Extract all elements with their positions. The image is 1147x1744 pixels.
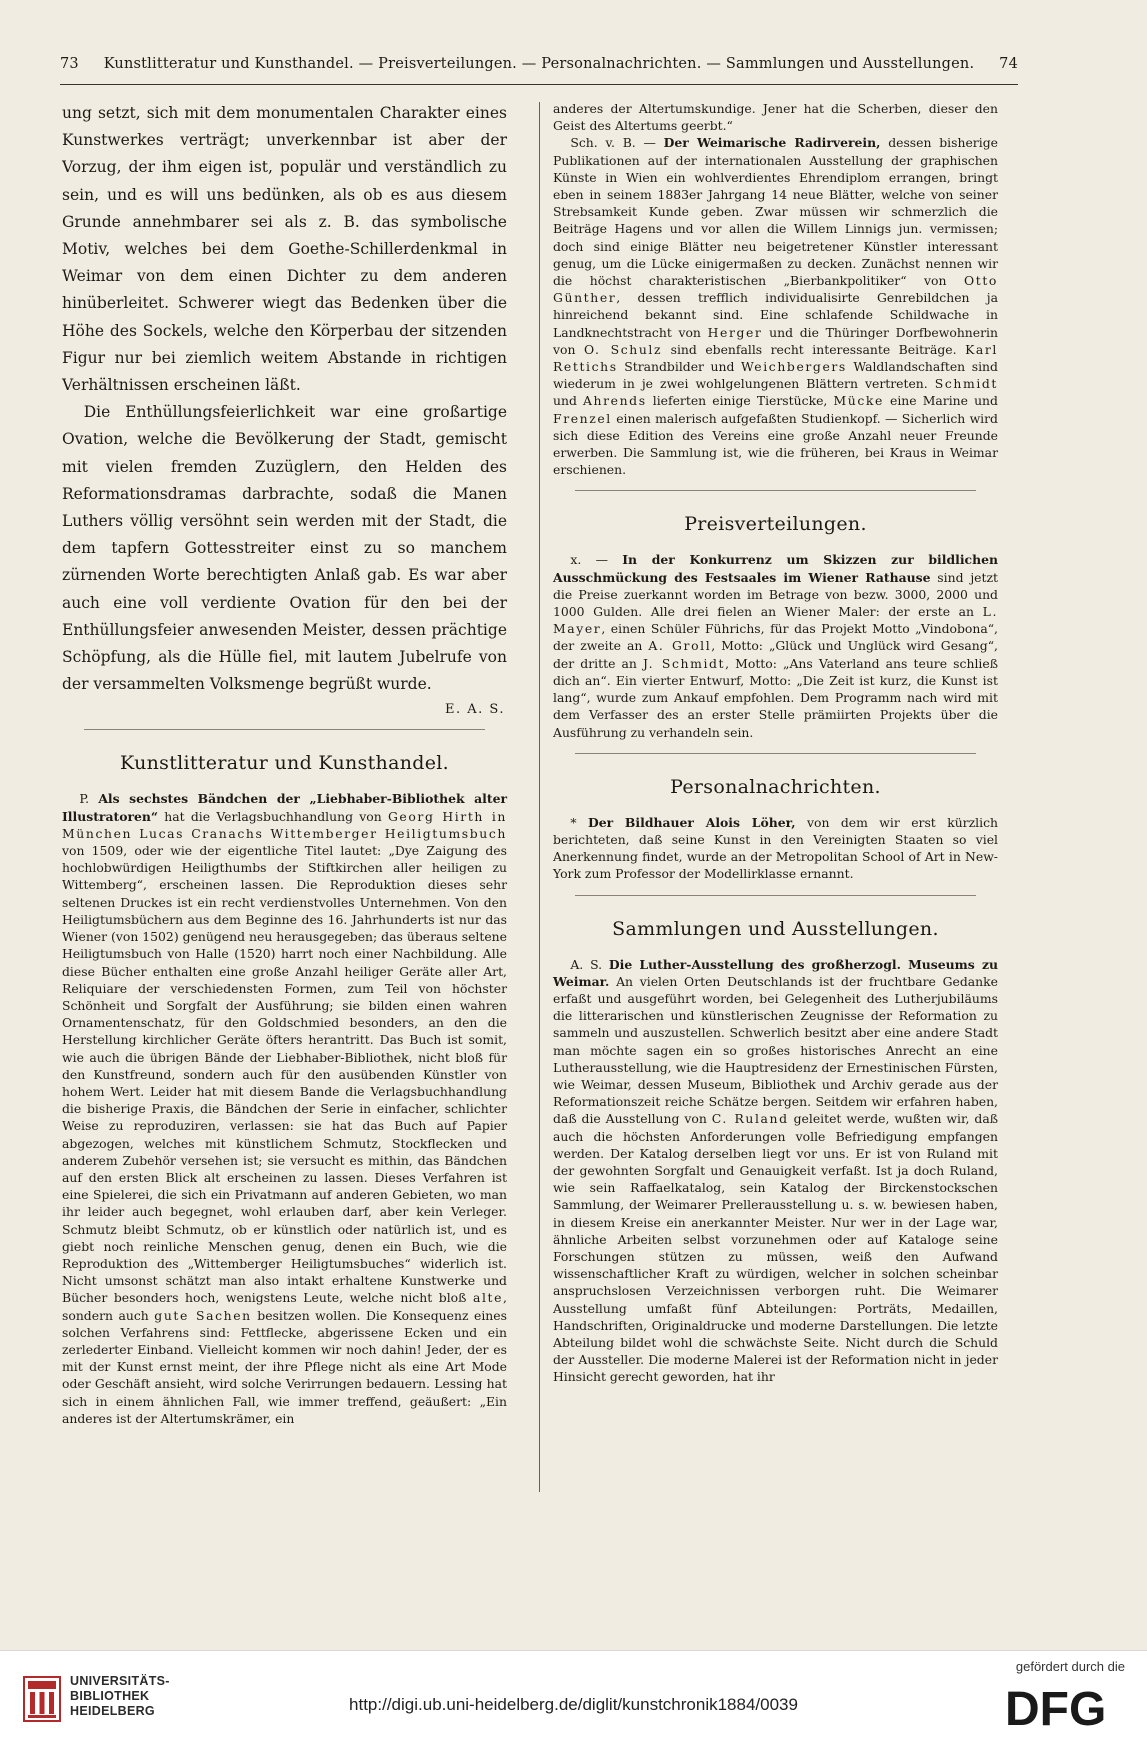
article-text: , Motto: „Ans Vaterland ans teure schließ dich an“. Ein vierter Entwurf, Motto: „Die Zeit ist kurz, die Kunst ist lang“, wurde zum Ankauf empfohlen. Dem Programm nach wird mit dem Verfasser des an erster Stelle prämiirten Projekts über die Ausführung zu verhandeln sein. [553,655,998,740]
section-rule [575,490,976,491]
header-rule [60,84,1018,85]
article-personal [553,814,998,883]
section-title-sammlungen: Sammlungen und Ausstellungen. [612,917,939,940]
article-text: dessen bisherige Publikationen auf der internationalen Ausstellung der graphischen Künste in Wien ein wohlverdientes Ehrendiplom errangen, bringt eben in seinem 1883er Jahrgang 14 neue Blätter, welche von seiner Strebsamkeit Kunde geben. Zwar müssen wir schmerzlich die Beiträge Hagens und vor allen die Willem Linnigs jun. vermissen; doch sind einige Blätter neu beigetretener Künstler interessant genug, um die Lücke einigermaßen zu decken. Zunächst nennen wir die höchst charakteristischen „Bierbankpolitiker“ von [553,135,998,289]
artist-name: Otto Günther [553,273,998,306]
article-preisverteilung [553,551,998,740]
article-text: eine Marine und [890,393,998,409]
article-text: , einen Schüler Führichs, für das Projekt Motto „Vindobona“, der zweite an [553,621,998,654]
emphasis-gute-sachen: gute Sachen [154,1307,252,1323]
dfg-logo-text: DFG [1005,1683,1107,1729]
artist-name: A. Groll [648,638,712,654]
article-text: Waldlandschaften sind wiederum in je zwei wohlgelungenen Blättern vertreten. [553,359,998,392]
section-rule [84,729,485,730]
article-text: lieferten einige Tierstücke, [652,393,828,409]
right-column [553,100,998,1386]
article-text: , dessen trefflich individualisirte Genrebildchen ja hinreichend bekannt sind. Eine schlafende Schildwache in Landknechtstracht von [553,290,998,340]
sponsor-caption: gefördert durch die [1015,1659,1125,1674]
author-initial: * [570,814,577,830]
article-text: , Motto: „Glück und Unglück wird Gesang“, der dritte an [553,638,998,671]
artist-name: Herger [707,324,763,340]
article-text: sind jetzt die Preise zuerkannt worden im Betrage von bezw. 3000, 2000 und 1000 Gulden. Alle drei fielen an Wiener Maler: der erste an [553,569,998,620]
article-text: und die Thüringer Dorfbewohnerin von [553,324,998,357]
article-text: hat die Verlagsbuchhandlung von [164,808,382,824]
artist-name: Karl Rettichs [553,341,998,375]
article-radirverein [553,134,998,478]
artist-name: Ahrends [583,393,647,409]
lessing-quote-cont: anderes der Altertumskundige. Jener hat die Scherben, dieser den Geist des Altertums geerbt.“ [553,101,998,134]
section-rule [575,895,976,896]
section-title-preisverteilungen: Preisverteilungen. [684,513,867,536]
artist-name: L. Mayer [553,604,998,637]
article-title: Der Bildhauer Alois Löher, [587,814,796,830]
dfg-logo-icon[interactable] [1005,1683,1125,1729]
library-name-line: UNIVERSITÄTS- [70,1674,170,1688]
viewer-footer [0,1650,1147,1744]
library-name-line: HEIDELBERG [70,1704,155,1718]
ceremony-paragraph: Die Enthüllungsfeierlichkeit war eine großartige Ovation, welche die Bevölkerung der Stadt, gemischt mit vielen fremden Zuzüglern, den Helden des Reformationsdramas darbrachte, sodaß die Manen Luthers völlig versöhnt sein werden mit der Stadt, die dem tapfern Gottesstreiter einst zu so manchem zürnenden Worte berechtigten Anlaß gab. Es war aber auch eine voll verdiente Ovation für den bei der Enthüllungsfeier anwesenden Meister, dessen prächtige Schöpfung, als die Hülle fiel, mit lautem Jubelrufe von der versammelten Volksmenge begrüßt wurde. [62,403,507,694]
left-column [62,100,507,1427]
article-text: und [553,393,577,409]
artist-name: Schmidt [934,376,998,392]
emphasis-alte: alte [472,1290,504,1306]
permalink-url[interactable]: http://digi.ub.uni-heidelberg.de/diglit/kunstchronik1884/0039 [349,1695,798,1714]
publisher-name: Georg Hirth in München Lucas Cranachs Wittemberger Heiligtumsbuch [62,808,507,841]
article-title: Als sechstes Bändchen der „Liebhaber-Bibliothek alter Illustratoren“ [62,791,507,824]
library-name-line: BIBLIOTHEK [70,1689,150,1703]
article-title: Der Weimarische Radirverein, [663,135,881,151]
column-divider [539,102,540,1492]
artist-name: O. Schulz [583,341,663,357]
author-initial: Sch. v. B. — [570,135,656,151]
author-initial: P. [79,791,90,807]
artist-name: Weichbergers [740,359,847,375]
artist-name: J. Schmidt [643,655,726,671]
article-text: An vielen Orten Deutschlands ist der fruchtbare Gedanke erfaßt und ausgeführt worden, bei Gelegenheit des Lutherjubiläums die litterarischen und künstlerischen Zeugnisse der Reformation zu sammeln und auszustellen. Schwerlich besitzt aber eine andere Stadt man möchte sagen ein so großes historisches Anrecht an eine Lutherausstellung, wie die Hauptresidenz der Ernestinischen Fürsten, wie Weimar, dessen Museum, Bibliothek und Archiv gerade aus der Reformationszeit reiche Schätze bergen. Seitdem wir erfahren haben, daß die Ausstellung von [553,973,998,1127]
article-text: , sondern auch [62,1290,507,1323]
article-text: geleitet werde, wußten wir, daß auch die höchsten Anforderungen volle Befriedigung empfangen werden. Der Katalog derselben liegt vor uns. Er ist von Ruland mit der gewohnten Sorgfalt und Genauigkeit verfaßt. Ist ja doch Ruland, wie sein Raffaelkatalog, sein Katalog der Birckenstockschen Sammlung, der Weimarer Prellerausstellung u. s. w. bewiesen haben, in diesem Kreise ein anerkannter Meister. Nur wer in der Lage war, ähnliche Arbeiten selbst vorzunehmen oder auf Kataloge seine Forschungen stützen zu müssen, weiß den Aufwand wissenschaftlicher Kraft zu würdigen, welcher in solchen scheinbar anspruchslosen Verzeichnissen verborgen ruht. Die Weimarer Ausstellung umfaßt fünf Abteilungen: Porträts, Medaillen, Handschriften, Originaldrucke und moderne Darstellungen. Die letzte Abteilung bildet wohl die schwächste Seite. Nicht durch die Schuld der Aussteller. Die moderne Malerei ist der Reformation nicht in jeder Hinsicht gerecht geworden, hat ihr [553,1111,999,1385]
section-rule [575,753,976,754]
author-initial: x. — [570,552,608,568]
page-number-left: 73 [60,56,79,72]
article-text: von 1509, oder wie der eigentliche Titel lautet: „Dye Zaigung des hochlobwürdigen Heiligthumbs der Stiftkirchen aller heiligen zu Wittemberg“, erscheinen lassen. Die Reproduktion dieses sehr seltenen Druckes ist ein recht verdienstvolles Unternehmen. Von den Heiligtumsbüchern aus dem Beginne des 16. Jahrhunderts ist nur das Wiener (von 1502) genügend neu herausgegeben; das überaus seltene Heiligtumsbuch von Halle (1520) harrt noch einer Nachbildung. Alle diese Bücher enthalten eine große Anzahl heiliger Geräte aller Art, Reliquiare der verschiedensten Formen, zum Teil von höchster Schönheit und Sorgfalt der Ausführung; sie bilden einen wahren Ornamentenschatz, für den Goldschmied besonders, an den die Herstellung kirchlicher Geräte öfters herantritt. Das Buch ist somit, wie auch die übrigen Bände der Liebhaber-Bibliothek, nicht bloß für den Kunstfreund, sondern auch für den ausübenden Künstler von hohem Wert. Leider hat mit diesem Bande die Verlagsbuchhandlung die bisherige Praxis, die Bändchen der Serie in einfacher, schlichter Weise zu reproduziren, verlassen: sie hat das Buch auf Papier abgezogen, welches mit künstlichem Schmutz, Stockflecken und anderem Zubehör versehen ist; sie versucht es mithin, das Bändchen auf den ersten Blick alt erscheinen zu lassen. Dieses Verfahren ist eine Spielerei, die sich ein Privatmann auf anderen Gebieten, wo man ihr leider auch begegnet, wohl erlauben darf, aber kein Verleger. Schmutz bleibt Schmutz, ob er künstlich oder natürlich ist, und es giebt noch reinliche Menschen genug, denen ein Buch, wie die Reproduktion des „Wittemberger Heiligtumsbuches“ widerlich ist. Nicht umsonst schätzt man also intakt erhaltene Kunstwerke und Bücher besonders hoch, wenigstens Leute, welche nicht bloß [62,843,507,1306]
article-luther-ausstellung [553,956,998,1386]
article-text: einen malerisch aufgefaßten Studienkopf. — Sicherlich wird sich diese Edition des Vereins eine große Anzahl neuer Freunde erwerben. Die Sammlung ist, wie die früheren, bei Kraus in Weimar erschienen. [553,410,998,478]
artist-name: C. Ruland [711,1111,789,1127]
article-text: sind ebenfalls recht interessante Beiträge. [670,341,957,357]
artist-name: Mücke [833,393,884,409]
article-text: von dem wir erst kürzlich berichteten, daß seine Kunst in den Vereinigten Staaten so viel Anerkennung findet, wurde an der Metropolitan School of Art in New-York zum Professor der Modellirklasse ernannt. [553,814,998,882]
article-text: Strandbilder und [624,359,735,375]
running-header [60,56,1018,80]
section-title-kunstlitteratur: Kunstlitteratur und Kunsthandel. [120,752,449,775]
article-text: besitzen wollen. Die Konsequenz eines solchen Verfahrens sind: Fettflecke, abgerissene Ecken und ein zerlederter Einband. Vielleicht kommen wir noch dahin! Jeder, der es mit der Kunst ernst meint, der ihre Pflege nicht als eine Art Mode oder Geschäft ansieht, wird solche Verirrungen bedauern. Lessing hat sich in einem ähnlichen Fall, wie immer treffend, geäußert: „Ein anderes ist der Altertumskrämer, ein [62,1307,507,1426]
monument-paragraph-cont: ung setzt, sich mit dem monumentalen Charakter eines Kunstwerkes verträgt; unverkennbar ist aber der Vorzug, der ihm eigen ist, populär und verständlich zu sein, und es will uns bedünken, als ob es aus diesem Grunde annehmbarer sei als z. B. das symbolische Motiv, welches bei dem Goethe-Schillerdenkmal in Weimar von dem einen Dichter zu dem anderen hinüberleitet. Schwerer wiegt das Bedenken über die Höhe des Sockels, welche den Körperbau der sitzenden Figur nur bei ziemlich weitem Abstande in richtigen Verhältnissen erscheinen läßt. [62,104,507,395]
signature: E. A. S. [445,702,505,718]
author-initial: A. S. [570,956,603,972]
section-title-personalnachrichten: Personalnachrichten. [670,775,881,798]
page-number-right: 74 [999,56,1018,72]
artist-name: Frenzel [553,410,612,426]
article-cranach [62,790,507,1427]
article-title: In der Konkurrenz um Skizzen zur bildlichen Ausschmückung des Festsaales im Wiener Rathause [553,552,998,585]
article-title: Die Luther-Ausstellung des großherzogl. Museums zu Weimar. [553,956,998,989]
running-title: Kunstlitteratur und Kunsthandel. — Preisverteilungen. — Personalnachrichten. — Sammlungen und Ausstellungen. [103,56,975,72]
